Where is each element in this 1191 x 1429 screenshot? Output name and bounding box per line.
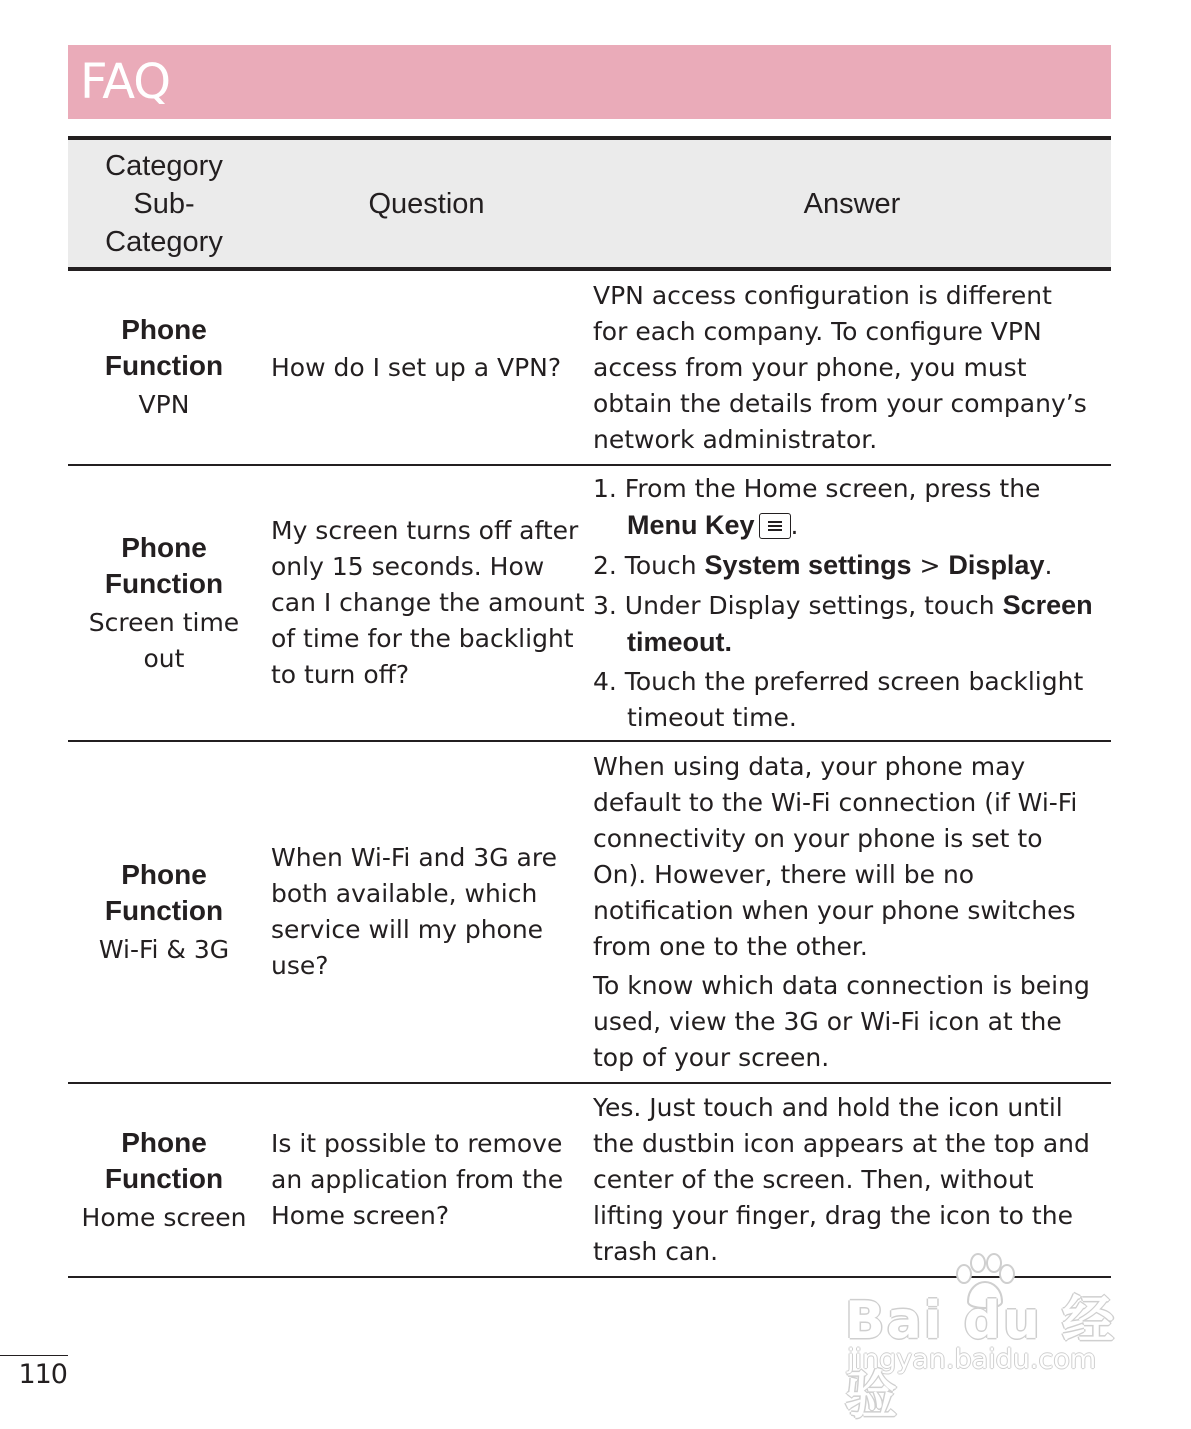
header-category-line2: Sub-: [133, 187, 195, 220]
answer-cell: [593, 741, 1111, 1083]
page-number-text: 110: [18, 1359, 67, 1390]
page-title: FAQ: [80, 54, 170, 110]
display-term: Display: [948, 549, 1045, 580]
step-text: 2. Touch: [593, 550, 705, 580]
answer-step-1: [593, 471, 1093, 544]
screen-timeout-term: Screen timeout.: [627, 589, 1093, 657]
question-cell: How do I set up a VPN?: [260, 269, 593, 465]
watermark-url: jingyan.baidu.com: [847, 1344, 1097, 1375]
answer-cell: [593, 269, 1111, 465]
page-number: [0, 1355, 68, 1400]
menu-key-icon: [759, 513, 791, 539]
category-cell: [68, 741, 260, 1083]
watermark-brand: Bai du 经验: [845, 1291, 1116, 1426]
answer-step-2: [593, 547, 1093, 584]
category-label: Phone Function: [104, 1126, 224, 1194]
step-text: 1. From the Home screen, press the: [593, 473, 1041, 503]
question-cell: Is it possible to remove an application from the Home screen?: [260, 1083, 593, 1277]
subcategory-label: Wi-Fi & 3G: [98, 934, 230, 964]
header-question: Question: [260, 138, 593, 269]
answer-paragraph: To know which data connection is being used, view the 3G or Wi-Fi icon at the top of your screen.: [593, 970, 1090, 1072]
menu-key-term: Menu Key: [627, 509, 755, 540]
header-category: [68, 138, 260, 269]
system-settings-term: System settings: [704, 549, 912, 580]
answer-cell: [593, 1083, 1111, 1277]
step-text: 3. Under Display settings, touch: [593, 590, 1003, 620]
answer-paragraph: When using data, your phone may default to the Wi-Fi connection (if Wi-Fi connectivity on your phone is set to On). However, there will be no notification when your phone switches from one to the other.: [593, 751, 1078, 961]
table-row: [68, 465, 1111, 741]
category-cell: [68, 465, 260, 741]
category-label: Phone Function: [104, 531, 224, 599]
category-label: Phone Function: [104, 314, 224, 381]
header-category-line3: Category: [105, 225, 223, 258]
answer-step-3: [593, 587, 1093, 661]
answer-step-4: 4. Touch the preferred screen backlight timeout time.: [593, 666, 1084, 732]
header-category-line1: Category: [105, 149, 223, 182]
baidu-watermark: [845, 1252, 1120, 1426]
step-text: .: [1044, 550, 1053, 580]
table-row: [68, 1083, 1111, 1277]
step-text: .: [790, 510, 799, 540]
answer-paragraph: Yes. Just touch and hold the icon until the dustbin icon appears at the top and center of the screen. Then, without lifting your finger, drag the icon to the trash can.: [593, 1093, 1090, 1266]
header-answer: Answer: [593, 138, 1111, 269]
category-label: Phone Function: [104, 858, 224, 926]
category-cell: [68, 1083, 260, 1277]
table-row: [68, 741, 1111, 1083]
subcategory-label: Screen time out: [88, 607, 240, 673]
category-cell: [68, 269, 260, 465]
subcategory-label: VPN: [138, 390, 190, 419]
step-separator: >: [911, 550, 949, 580]
subcategory-label: Home screen: [81, 1202, 247, 1232]
question-cell: When Wi-Fi and 3G are both available, which service will my phone use?: [260, 741, 593, 1083]
answer-paragraph: VPN access configuration is different for each company. To configure VPN access from your phone, you must obtain the details from your company’s network administrator.: [593, 280, 1087, 454]
table-header-row: [68, 138, 1111, 269]
table-row: [68, 269, 1111, 465]
question-cell: My screen turns off after only 15 seconds. How can I change the amount of time for the backlight to turn off?: [260, 465, 593, 741]
faq-table: [68, 136, 1111, 1278]
faq-banner: [68, 45, 1111, 119]
answer-cell: [593, 465, 1111, 741]
